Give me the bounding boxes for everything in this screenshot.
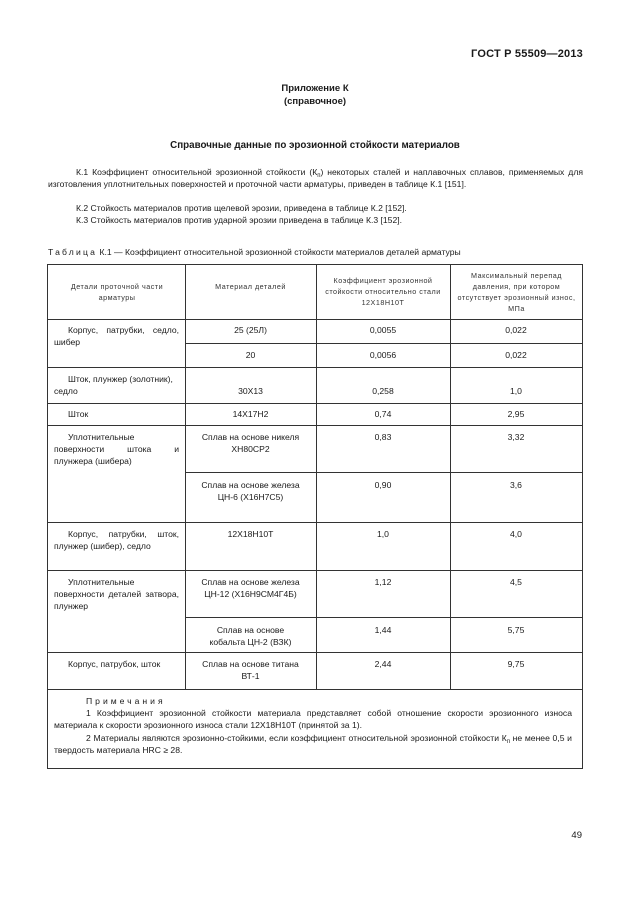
material-cell: 12Х18Н10Т [227, 529, 274, 539]
coefficient-cell: 0,0056 [369, 350, 397, 360]
header-max-pressure: Максимальный перепад давления, при котором отсутствует эрозионный износ, МПа [457, 271, 576, 313]
part-cell: Уплотнительные поверхности штока и плунжера (шибера) [54, 432, 179, 467]
table-hline [48, 689, 582, 690]
material-cell: Сплав на основе кобальта ЦН-2 (ВЗК) [209, 625, 292, 648]
notes-title: Примечания [86, 696, 166, 706]
part-cell: Корпус, патрубок, шток [68, 659, 161, 669]
note-1: 1 Коэффициент эрозионной стойкости материала представляет собой отношение скорости эрозионного износа материала к скорости эрозионного износа стали 12Х18Н10Т (принятой за 1). [54, 708, 572, 731]
note-2-text-cont: не менее 0,5 и твердость материала HRC ≥ 28. [54, 732, 572, 755]
annex-title: Приложение К [281, 83, 349, 94]
material-cell: Сплав на основе железа ЦН-6 (Х16Н7С5) [201, 480, 300, 503]
table-caption [48, 247, 461, 257]
material-cell: 14Х17Н2 [232, 409, 269, 419]
note-2 [54, 732, 572, 756]
material-cell: 30Х13 [238, 386, 263, 396]
table-hline [48, 570, 582, 571]
intro-p1-text: К.1 Коэффициент относительной эрозионной стойкости (К [76, 167, 318, 177]
header-coefficient: Коэффициент эрозионной стойкости относительно стали 12Х18Н10Т [325, 276, 441, 307]
annex-heading [0, 82, 630, 108]
intro-p1-text-cont: ) некоторых сталей и наплавочных сплавов, применяемых для изготовления уплотнительных поверхностей и проточной части арматуры, приведен в таблице К.1 [151]. [48, 167, 583, 190]
header-material: Материал деталей [215, 282, 286, 291]
part-cell: Уплотнительные поверхности деталей затвора, плунжер [54, 577, 179, 612]
pressure-cell: 3,32 [507, 432, 525, 442]
pressure-cell: 0,022 [505, 350, 527, 360]
table-hline [48, 652, 582, 653]
table-hline [185, 617, 582, 618]
pressure-cell: 0,022 [505, 325, 527, 335]
page-number: 49 [571, 830, 582, 841]
table-caption-text: К.1 — Коэффициент относительной эрозионной стойкости материалов деталей арматуры [99, 247, 461, 257]
part-cell: Шток, плунжер (золотник), седло [54, 374, 173, 397]
coefficient-cell: 0,0055 [369, 325, 397, 335]
material-cell: Сплав на основе титана ВТ-1 [202, 659, 299, 682]
material-cell: Сплав на основе никеля ХН80СР2 [201, 432, 300, 455]
pressure-cell: 3,6 [510, 480, 522, 490]
coefficient-cell: 1,44 [374, 625, 392, 635]
intro-paragraph-1 [48, 166, 583, 190]
intro-p1-subscript: п [317, 173, 321, 179]
table-hline [48, 319, 582, 320]
material-cell: 25 (25Л) [234, 325, 267, 335]
coefficient-cell: 1,0 [377, 529, 389, 539]
part-cell: Шток [68, 409, 89, 419]
note-2-subscript: п [506, 738, 510, 745]
coefficient-cell: 0,258 [372, 386, 394, 396]
part-cell: Корпус, патрубки, седло, шибер [54, 325, 179, 348]
standard-code: ГОСТ Р 55509—2013 [471, 48, 583, 60]
table-hline [48, 367, 582, 368]
header-parts: Детали проточной части арматуры [70, 282, 164, 302]
intro-paragraph-2 [48, 202, 583, 214]
pressure-cell: 1,0 [510, 386, 522, 396]
coefficient-cell: 0,90 [374, 480, 392, 490]
table-hline [48, 425, 582, 426]
pressure-cell: 4,0 [510, 529, 522, 539]
erosion-table [47, 264, 583, 769]
annex-subtitle: (справочное) [283, 96, 347, 107]
intro-paragraph-3 [48, 214, 583, 226]
pressure-cell: 2,95 [507, 409, 525, 419]
material-cell: 20 [245, 350, 256, 360]
pressure-cell: 4,5 [510, 577, 522, 587]
table-hline [185, 343, 582, 344]
part-cell: Корпус, патрубки, шток, плунжер (шибер), седло [54, 529, 179, 552]
table-hline [48, 403, 582, 404]
table-hline [48, 522, 582, 523]
intro-p3-text: К.3 Стойкость материалов против ударной эрозии приведена в таблице К.3 [152]. [76, 215, 403, 225]
table-notes [54, 695, 572, 756]
coefficient-cell: 0,74 [374, 409, 392, 419]
section-title: Справочные данные по эрозионной стойкости материалов [170, 140, 460, 151]
table-caption-prefix: Таблица [48, 247, 98, 257]
note-2-text: 2 Материалы являются эрозионно-стойкими, если коэффициент относительной эрозионной стойкости К [86, 732, 507, 743]
material-cell: Сплав на основе железа ЦН-12 (Х16Н9СМ4Г4Б) [201, 577, 300, 600]
table-hline [185, 472, 582, 473]
intro-p2-text: К.2 Стойкость материалов против щелевой эрозии, приведена в таблице К.2 [152]. [76, 203, 407, 213]
coefficient-cell: 0,83 [374, 432, 392, 442]
coefficient-cell: 2,44 [374, 659, 392, 669]
coefficient-cell: 1,12 [374, 577, 392, 587]
pressure-cell: 9,75 [507, 659, 525, 669]
pressure-cell: 5,75 [507, 625, 525, 635]
